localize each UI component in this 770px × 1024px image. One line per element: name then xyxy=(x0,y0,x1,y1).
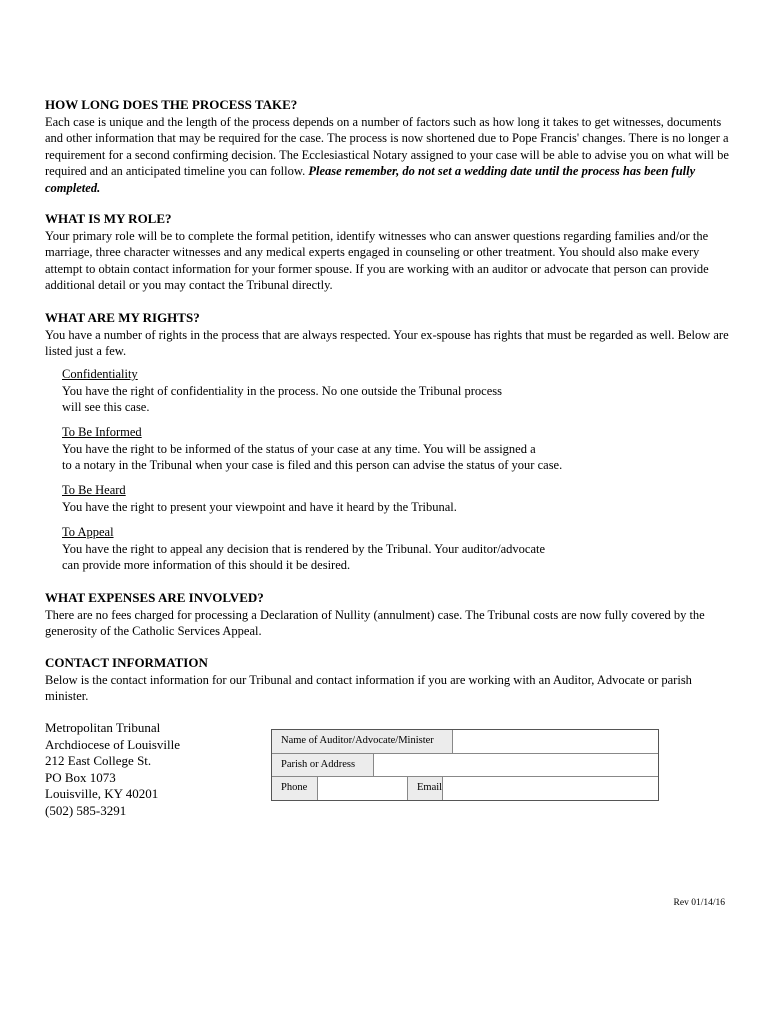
parish-address-field[interactable] xyxy=(374,754,658,777)
right-description-line: You have the right to appeal any decision that is rendered by the Tribunal. Your auditor/advocate xyxy=(62,541,546,556)
right-description-line: will see this case. xyxy=(62,400,150,414)
tribunal-address xyxy=(45,720,245,819)
right-description-line: to a notary in the Tribunal when your case is filed and this person can advise the status of your case. xyxy=(62,458,563,472)
heading-contact-information: CONTACT INFORMATION xyxy=(45,655,208,670)
heading-my-rights: WHAT ARE MY RIGHTS? xyxy=(45,310,200,325)
tribunal-phone-number: (502) 585-3291 xyxy=(45,802,127,818)
form-row-phone-email xyxy=(272,777,658,800)
section-expenses xyxy=(45,590,730,640)
right-description-line: You have the right of confidentiality in the process. No one outside the Tribunal process xyxy=(62,383,502,398)
right-title: To Be Heard xyxy=(62,483,126,497)
address-line: Louisville, KY 40201 xyxy=(45,786,159,801)
address-line: PO Box 1073 xyxy=(45,769,116,785)
right-title: To Be Informed xyxy=(62,425,142,439)
paragraph-my-rights: You have a number of rights in the process that are always respected. Your ex-spouse has rights that must be regarded as well. Below are listed just a few. xyxy=(45,327,729,358)
right-title: To Appeal xyxy=(62,525,114,539)
address-line: 212 East College St. xyxy=(45,753,152,768)
name-field-label: Name of Auditor/Advocate/Minister xyxy=(272,730,453,753)
right-to-appeal xyxy=(62,524,702,574)
right-description-line: can provide more information of this should it be desired. xyxy=(62,558,351,572)
right-confidentiality xyxy=(62,366,702,416)
right-description-line: You have the right to be informed of the status of your case at any time. You will be assigned a xyxy=(62,441,536,456)
right-to-be-heard xyxy=(62,482,702,515)
auditor-contact-form xyxy=(271,729,659,801)
phone-field-label: Phone xyxy=(272,777,318,800)
paragraph-my-role: Your primary role will be to complete the formal petition, identify witnesses who can answer questions regarding families and/or the marriage, three character witnesses and any medical experts engaged in counseling or other treatment. You should also make every attempt to obtain contact information for your former spouse. If you are working with an auditor or advocate that person can provide additional detail or you may contact the Tribunal directly. xyxy=(45,228,709,292)
right-to-be-informed xyxy=(62,424,702,474)
section-my-rights xyxy=(45,310,730,360)
right-description-line: You have the right to present your viewpoint and have it heard by the Tribunal. xyxy=(62,499,457,514)
auditor-name-field[interactable] xyxy=(453,730,658,753)
heading-process-duration: HOW LONG DOES THE PROCESS TAKE? xyxy=(45,97,298,112)
paragraph-process-duration xyxy=(45,114,730,197)
email-field-label: Email xyxy=(408,777,443,800)
paragraph-contact-information: Below is the contact information for our Tribunal and contact information if you are working with an Auditor, Advocate or parish minister. xyxy=(45,672,692,703)
heading-expenses: WHAT EXPENSES ARE INVOLVED? xyxy=(45,590,264,605)
section-process-duration xyxy=(45,97,730,196)
email-field[interactable] xyxy=(443,777,658,800)
wedding-date-warning: Please remember, do not set a wedding date until the process has been fully completed. xyxy=(45,164,696,195)
address-line: Metropolitan Tribunal xyxy=(45,720,161,735)
heading-my-role: WHAT IS MY ROLE? xyxy=(45,211,172,226)
process-body-text: Each case is unique and the length of the process depends on a number of factors such as how long it takes to get witnesses, documents and other information that may be required for the case. The process is now shortened due to Pope Francis' changes. There is no longer a requirement for a second confirming decision. The Ecclesiastical Notary assigned to your case will be able to advise you on what will be required and an anticipated timeline you can follow. xyxy=(45,114,729,178)
right-title: Confidentiality xyxy=(62,367,138,381)
address-line: Archdiocese of Louisville xyxy=(45,736,181,752)
paragraph-expenses: There are no fees charged for processing a Declaration of Nullity (annulment) case. The Tribunal costs are now fully covered by the generosity of the Catholic Services Appeal. xyxy=(45,607,705,638)
form-row-name xyxy=(272,730,658,754)
section-contact-information xyxy=(45,655,730,705)
parish-field-label: Parish or Address xyxy=(272,754,374,777)
phone-field[interactable] xyxy=(318,777,408,800)
form-row-parish xyxy=(272,754,658,778)
revision-date: Rev 01/14/16 xyxy=(673,898,725,908)
section-my-role xyxy=(45,211,730,294)
